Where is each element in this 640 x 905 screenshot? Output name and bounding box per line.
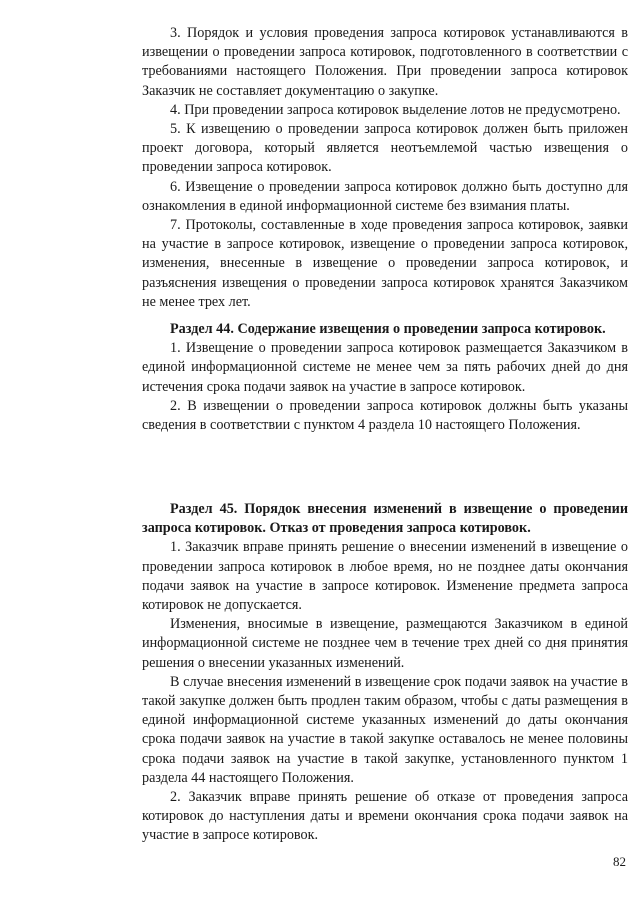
section-44-paragraph-1: 1. Извещение о проведении запроса котировок размещается Заказчиком в единой информационной системе не менее чем за пять рабочих дней до дня истечения срока подачи заявок на участие в запросе котировок. — [142, 340, 628, 395]
section-44-heading: Раздел 44. Содержание извещения о проведении запроса котировок. — [170, 321, 606, 337]
section-45 — [142, 500, 628, 846]
paragraph-4: 4. При проведении запроса котировок выделение лотов не предусмотрено. — [170, 101, 621, 118]
section-44 — [142, 320, 628, 435]
section-45-paragraph-2: Изменения, вносимые в извещение, размещаются Заказчиком в единой информационной системе не позднее чем в течение трех дней со дня принятия решения о внесении указанных изменений. — [142, 616, 628, 671]
top-paragraphs — [142, 24, 628, 312]
section-45-paragraph-1: 1. Заказчик вправе принять решение о внесении изменений в извещение о проведении запроса котировок в любое время, но не позднее даты окончания подачи заявок на участие в запросе котировок. Изменение предмета запроса котировок не допускается. — [142, 539, 628, 614]
paragraph-3: 3. Порядок и условия проведения запроса котировок устанавливаются в извещении о проведении запроса котировок, подготовленного в соответствии с требованиями настоящего Положения. При проведении запроса котировок Заказчик не составляет документацию о закупке. — [142, 25, 628, 99]
section-44-paragraph-2: 2. В извещении о проведении запроса котировок должны быть указаны сведения в соответствии с пунктом 4 раздела 10 настоящего Положения. — [142, 397, 628, 434]
page-number: 82 — [613, 854, 626, 869]
section-45-paragraph-4: 2. Заказчик вправе принять решение об отказе от проведения запроса котировок до наступления даты и времени окончания срока подачи заявок на участие в запросе котировок. — [142, 789, 628, 844]
paragraph-6: 6. Извещение о проведении запроса котировок должно быть доступно для ознакомления в единой информационной системе без взимания платы. — [142, 178, 628, 214]
paragraph-5: 5. К извещению о проведении запроса котировок должен быть приложен проект договора, который является неотъемлемой частью извещения о проведении запроса котировок. — [142, 121, 628, 176]
section-45-paragraph-3: В случае внесения изменений в извещение срок подачи заявок на участие в такой закупке должен быть продлен таким образом, чтобы с даты размещения в единой информационной системе указанных изменений до даты окончания срока подачи заявок на участие в такой закупке оставалось не менее половины срока подачи заявок на участие в такой закупке, установленного пунктом 1 раздела 44 настоящего Положения. — [142, 673, 628, 786]
paragraph-7: 7. Протоколы, составленные в ходе проведения запроса котировок, заявки на участие в запросе котировок, извещение о проведении запроса котировок, изменения, внесенные в извещение о проведении запроса котировок, и разъяснения извещения о проведении запроса котировок хранятся Заказчиком не менее трех лет. — [142, 217, 628, 310]
section-45-heading: Раздел 45. Порядок внесения изменений в извещение о проведении запроса котировок. Отказ от проведения запроса котировок. — [142, 501, 628, 537]
